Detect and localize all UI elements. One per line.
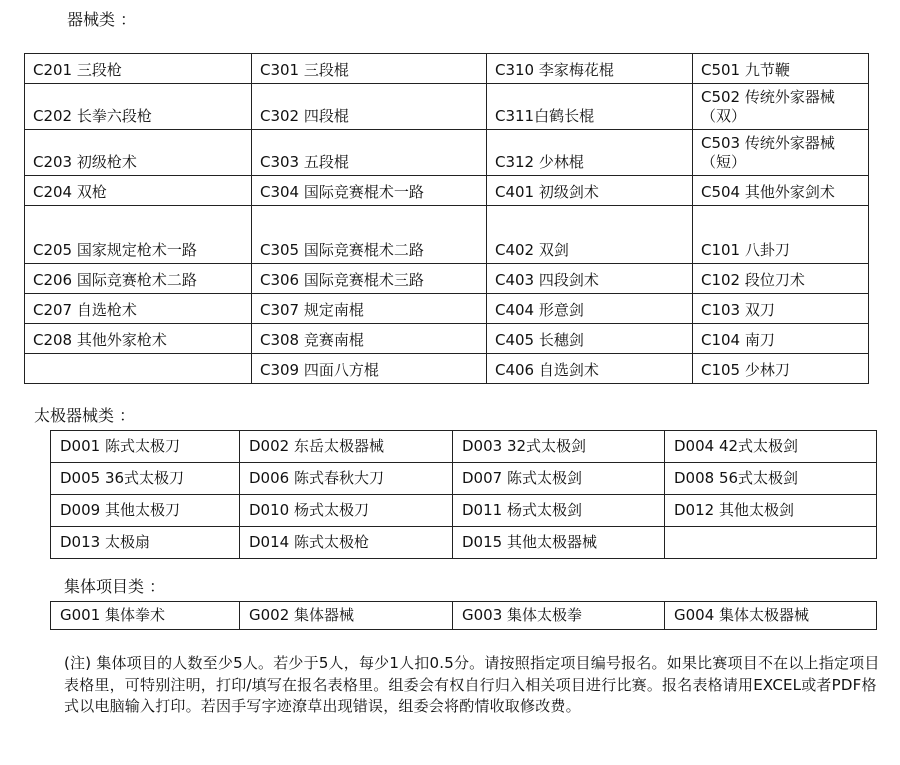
weapons-row bbox=[25, 324, 869, 354]
weapons-row bbox=[25, 176, 869, 206]
table-cell: D010 杨式太极刀 bbox=[240, 495, 453, 527]
weapons-row bbox=[25, 354, 869, 384]
table-cell: C206 国际竞赛枪术二路 bbox=[25, 264, 252, 294]
table-cell: C207 自选枪术 bbox=[25, 294, 252, 324]
table-cell: C103 双刀 bbox=[693, 294, 869, 324]
table-cell: C311白鹤长棍 bbox=[487, 84, 693, 130]
table-cell: C303 五段棍 bbox=[252, 130, 487, 176]
group-section-title: 集体项目类 ： bbox=[64, 577, 166, 596]
table-cell: C503 传统外家器械（短） bbox=[693, 130, 869, 176]
table-cell: D011 杨式太极剑 bbox=[453, 495, 665, 527]
table-cell: C406 自选剑术 bbox=[487, 354, 693, 384]
table-cell: C504 其他外家剑术 bbox=[693, 176, 869, 206]
weapons-row bbox=[25, 264, 869, 294]
table-cell: C401 初级剑术 bbox=[487, 176, 693, 206]
weapons-row bbox=[25, 294, 869, 324]
taiji-row bbox=[51, 495, 877, 527]
table-cell: D009 其他太极刀 bbox=[51, 495, 240, 527]
table-cell: C403 四段剑术 bbox=[487, 264, 693, 294]
group-row bbox=[51, 602, 877, 630]
table-cell: D013 太极扇 bbox=[51, 527, 240, 559]
table-cell: D008 56式太极剑 bbox=[665, 463, 877, 495]
table-cell: C312 少林棍 bbox=[487, 130, 693, 176]
table-cell: C404 形意剑 bbox=[487, 294, 693, 324]
weapons-row bbox=[25, 206, 869, 264]
table-cell: C202 长拳六段枪 bbox=[25, 84, 252, 130]
table-cell: C203 初级枪术 bbox=[25, 130, 252, 176]
weapons-row bbox=[25, 84, 869, 130]
weapons-row bbox=[25, 54, 869, 84]
table-cell: G004 集体太极器械 bbox=[665, 602, 877, 630]
table-cell: C208 其他外家枪术 bbox=[25, 324, 252, 354]
table-cell: C304 国际竞赛棍术一路 bbox=[252, 176, 487, 206]
weapons-table bbox=[24, 53, 869, 384]
table-cell: C201 三段枪 bbox=[25, 54, 252, 84]
table-cell: D003 32式太极剑 bbox=[453, 431, 665, 463]
table-cell: G001 集体拳术 bbox=[51, 602, 240, 630]
taiji-table bbox=[50, 430, 877, 559]
weapons-row bbox=[25, 130, 869, 176]
table-cell: C102 段位刀术 bbox=[693, 264, 869, 294]
table-cell: C402 双剑 bbox=[487, 206, 693, 264]
table-cell: C302 四段棍 bbox=[252, 84, 487, 130]
taiji-row bbox=[51, 431, 877, 463]
taiji-section-title: 太极器械类 ： bbox=[34, 406, 136, 425]
table-cell: D002 东岳太极器械 bbox=[240, 431, 453, 463]
table-cell: C301 三段棍 bbox=[252, 54, 487, 84]
taiji-row bbox=[51, 463, 877, 495]
table-cell: C310 李家梅花棍 bbox=[487, 54, 693, 84]
table-cell: C309 四面八方棍 bbox=[252, 354, 487, 384]
table-cell: C205 国家规定枪术一路 bbox=[25, 206, 252, 264]
table-cell: C308 竞赛南棍 bbox=[252, 324, 487, 354]
table-cell: C204 双枪 bbox=[25, 176, 252, 206]
table-cell: C307 规定南棍 bbox=[252, 294, 487, 324]
table-cell bbox=[665, 527, 877, 559]
table-cell: D012 其他太极剑 bbox=[665, 495, 877, 527]
table-cell: D015 其他太极器械 bbox=[453, 527, 665, 559]
group-table bbox=[50, 601, 877, 630]
table-cell: C501 九节鞭 bbox=[693, 54, 869, 84]
table-cell: C305 国际竞赛棍术二路 bbox=[252, 206, 487, 264]
table-cell: D007 陈式太极剑 bbox=[453, 463, 665, 495]
registration-note: (注) 集体项目的人数至少5人。若少于5人，每少1人扣0.5分。请按照指定项目编号报名。如果比赛项目不在以上指定项目表格里，可特别注明，打印/填写在报名表格里。组委会有权自行归入相关项目进行比赛。报名表格请用EXCEL或者PDF格式以电脑输入打印。若因手写字迹潦草出现错误，组委会将酌情收取修改费。 bbox=[64, 654, 880, 715]
table-cell: C104 南刀 bbox=[693, 324, 869, 354]
table-cell: D004 42式太极剑 bbox=[665, 431, 877, 463]
table-cell: C405 长穗剑 bbox=[487, 324, 693, 354]
table-cell: C306 国际竞赛棍术三路 bbox=[252, 264, 487, 294]
taiji-row bbox=[51, 527, 877, 559]
table-cell: D006 陈式春秋大刀 bbox=[240, 463, 453, 495]
table-cell: G003 集体太极拳 bbox=[453, 602, 665, 630]
table-cell: D014 陈式太极枪 bbox=[240, 527, 453, 559]
table-cell: G002 集体器械 bbox=[240, 602, 453, 630]
table-cell: C101 八卦刀 bbox=[693, 206, 869, 264]
table-cell: D005 36式太极刀 bbox=[51, 463, 240, 495]
table-cell: C502 传统外家器械（双） bbox=[693, 84, 869, 130]
table-cell: D001 陈式太极刀 bbox=[51, 431, 240, 463]
table-cell bbox=[25, 354, 252, 384]
table-cell: C105 少林刀 bbox=[693, 354, 869, 384]
weapons-section-title: 器械类 ： bbox=[67, 10, 137, 29]
